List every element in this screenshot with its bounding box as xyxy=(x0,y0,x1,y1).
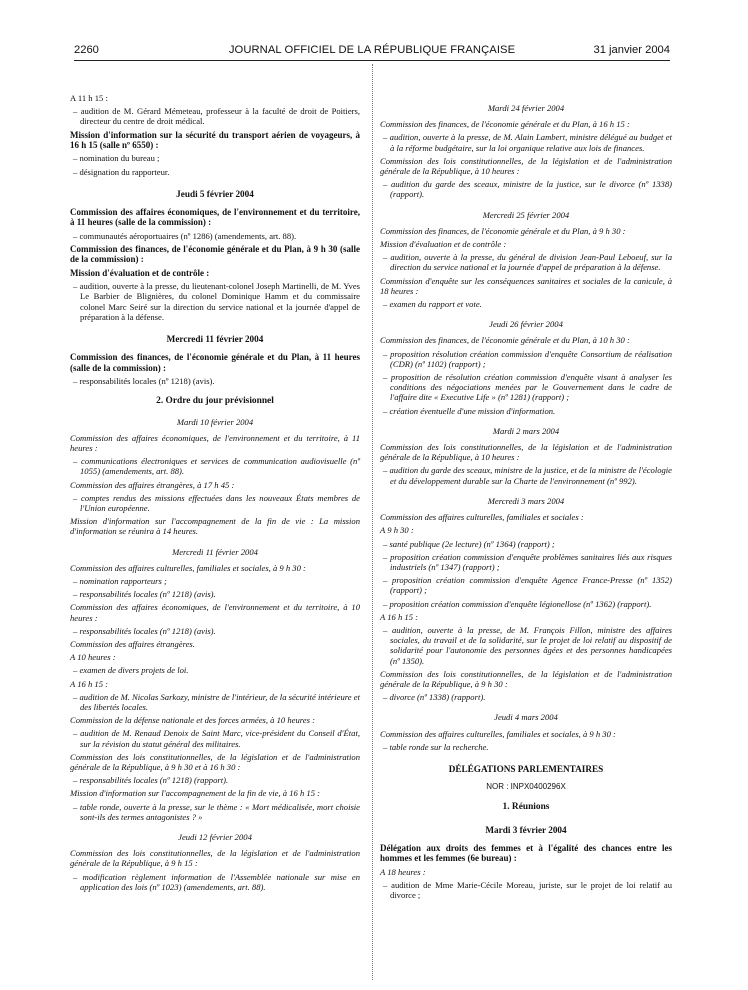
paragraph: – modification règlement information de l'Assemblée nationale sur mise en application des lois (nº 1023) (amendements, art. 88). xyxy=(73,871,360,892)
paragraph: Commission des lois constitutionnelles, de la législation et de l'administration générale de la République, à 10 heures : xyxy=(380,155,672,177)
paragraph: Commission d'enquête sur les conséquences sanitaires et sociales de la canicule, à 18 heures : xyxy=(380,275,672,296)
paragraph: – proposition de résolution création commission d'enquête visant à analyser les conditions des négociations menées par le Gouvernement dans le cadre de l'affaire dite « Executive Life » (nº 1281) (rapport) ; xyxy=(383,372,672,403)
paragraph: Commission des affaires culturelles, familiales et sociales, à 9 h 30 : xyxy=(70,562,306,573)
paragraph: – proposition résolution création commission d'enquête Consortium de réalisation (CDR) (nº 1102) (rapport) ; xyxy=(383,348,672,369)
paragraph: 2. Ordre du jour prévisionnel xyxy=(156,396,274,407)
paragraph: Mercredi 25 février 2004 xyxy=(482,209,570,220)
paragraph: – audition, ouverte à la presse, de M. François Fillon, ministre des affaires sociales, du travail et de la solidarité, sur le projet de loi relatif au dispositif de solidarité pour l'autonomie des personnes âgées et des personnes handicapées (nº 1350). xyxy=(383,624,672,666)
paragraph: – nomination du bureau ; xyxy=(73,153,160,164)
paragraph: – proposition création commission d'enquête légionellose (nº 1362) (rapport). xyxy=(383,598,652,609)
paragraph: Commission des affaires étrangères, à 17 h 45 : xyxy=(70,479,235,490)
paragraph: Mardi 2 mars 2004 xyxy=(492,425,560,436)
right-column xyxy=(380,93,672,903)
paragraph: Jeudi 4 mars 2004 xyxy=(494,712,558,723)
paragraph: Commission des lois constitutionnelles, de la législation et de l'administration générale de la République, à 9 h 15 : xyxy=(70,848,360,869)
paragraph: Commission des finances, de l'économie générale et du Plan, à 11 heures (salle de la commission) : xyxy=(70,352,360,373)
paragraph: – nomination rapporteurs ; xyxy=(73,575,167,586)
paragraph: – audition du garde des sceaux, ministre de la justice, et de la ministre de l'écologie et du développement durable sur la Charte de l'environnement (nº 992). xyxy=(383,465,672,486)
paragraph: Mercredi 11 février 2004 xyxy=(166,334,264,345)
issue-date: 31 janvier 2004 xyxy=(593,44,670,56)
paragraph: 1. Réunions xyxy=(502,802,550,813)
paragraph: – responsabilités locales (nº 1218) (rapport). xyxy=(73,775,229,786)
paragraph: – comptes rendus des missions effectuées dans les nouveaux États membres de l'Union européenne. xyxy=(73,492,360,513)
paragraph: Mercredi 11 février 2004 xyxy=(172,546,258,557)
paragraph: Jeudi 26 février 2004 xyxy=(489,319,563,330)
paragraph: – proposition création commission d'enquête problèmes sanitaires liés aux risques industriels (nº 1347) (rapport) ; xyxy=(383,551,672,572)
paragraph: A 9 h 30 : xyxy=(380,525,414,536)
paragraph: – communautés aéroportuaires (nº 1286) (amendements, art. 88). xyxy=(73,230,297,241)
paragraph: – responsabilités locales (nº 1218) (avis). xyxy=(73,589,216,600)
paragraph: – audition, ouverte à la presse, du général de division Jean-Paul Leboeuf, sur la direction du service national et la journée d'appel de préparation à la défense. xyxy=(383,252,672,273)
paragraph: Commission des affaires culturelles, familiales et sociales : xyxy=(380,512,584,523)
paragraph: – responsabilités locales (nº 1218) (avis). xyxy=(73,376,215,387)
journal-title: JOURNAL OFFICIEL DE LA RÉPUBLIQUE FRANÇAISE xyxy=(228,44,516,56)
paragraph: – audition du garde des sceaux, ministre de la justice, sur le divorce (nº 1338) (rapport). xyxy=(383,179,672,200)
paragraph: Mission d'information sur l'accompagnement de la fin de vie, à 16 h 15 : xyxy=(70,788,320,799)
column-divider xyxy=(372,64,373,980)
paragraph: Mardi 3 février 2004 xyxy=(485,824,567,835)
paragraph: Commission des affaires étrangères. xyxy=(70,638,195,649)
paragraph: Mission d'évaluation et de contrôle : xyxy=(70,267,210,278)
paragraph: Commission des affaires économiques, de l'environnement et du territoire, à 11 heures : xyxy=(70,432,360,453)
paragraph: Mardi 10 février 2004 xyxy=(176,416,254,427)
paragraph: Commission des affaires culturelles, familiales et sociales, à 9 h 30 : xyxy=(380,728,616,739)
paragraph: Commission des lois constitutionnelles, de la législation et de l'administration générale de la République, à 9 h 30 : xyxy=(380,668,672,689)
paragraph: – audition de M. Gérard Mémeteau, professeur à la faculté de droit de Poitiers, directeur du centre de droit médical. xyxy=(73,106,360,127)
paragraph: – audition de M. Nicolas Sarkozy, ministre de l'intérieur, de la sécurité intérieure et des libertés locales. xyxy=(73,691,360,712)
paragraph: A 16 h 15 : xyxy=(70,678,109,689)
paragraph: – divorce (nº 1338) (rapport). xyxy=(383,692,486,703)
paragraph: Commission de la défense nationale et des forces armées, à 10 heures : xyxy=(70,715,315,726)
paragraph: Commission des lois constitutionnelles, de la législation et de l'administration générale de la République, à 9 h 30 et à 16 h 30 : xyxy=(70,751,360,772)
paragraph: Mardi 24 février 2004 xyxy=(487,103,565,113)
paragraph: A 16 h 15 : xyxy=(380,611,419,622)
paragraph: A 10 heures : xyxy=(70,652,116,663)
paragraph: NOR : INPX0400296X xyxy=(486,782,566,792)
paragraph: – examen de divers projets de loi. xyxy=(73,665,189,676)
left-column xyxy=(70,93,360,895)
paragraph: Commission des finances, de l'économie générale et du Plan, à 16 h 15 : xyxy=(380,119,630,130)
paragraph: – audition de Mme Marie-Cécile Moreau, juriste, sur le projet de loi relatif au divorce ; xyxy=(383,879,672,900)
paragraph: – table ronde sur la recherche. xyxy=(383,741,489,752)
paragraph: Commission des affaires économiques, de l'environnement et du territoire, à 11 heures (salle de la commission) : xyxy=(70,207,360,228)
paragraph: Mission d'évaluation et de contrôle : xyxy=(380,239,507,250)
paragraph: Commission des finances, de l'économie générale et du Plan, à 10 h 30 : xyxy=(380,335,630,346)
paragraph: – audition de M. Renaud Denoix de Saint Marc, vice-président du Conseil d'État, sur la révision du statut général des militaires. xyxy=(73,728,360,749)
paragraph: A 18 heures : xyxy=(380,866,426,877)
paragraph: Commission des affaires économiques, de l'environnement et du territoire, à 10 heures : xyxy=(70,602,360,623)
paragraph: – communications électroniques et services de communication audiovisuelle (nº 1055) (amendements, art. 88). xyxy=(73,456,360,477)
paragraph: Jeudi 12 février 2004 xyxy=(178,832,252,842)
paragraph: – responsabilités locales (nº 1218) (avis). xyxy=(73,625,216,636)
paragraph: – désignation du rapporteur. xyxy=(73,166,170,177)
paragraph: – proposition création commission d'enquête Agence France-Presse (nº 1352) (rapport) ; xyxy=(383,575,672,596)
header-rule xyxy=(74,60,670,61)
paragraph: Mission d'information sur l'accompagnement de la fin de vie : La mission d'information se réunira à 14 heures. xyxy=(70,516,360,537)
paragraph: – examen du rapport et vote. xyxy=(383,299,482,310)
paragraph: Délégation aux droits des femmes et à l'égalité des chances entre les hommes et les femmes (6e bureau) : xyxy=(380,842,672,864)
page-number: 2260 xyxy=(74,44,99,56)
paragraph: Mission d'information sur la sécurité du transport aérien de voyageurs, à 16 h 15 (salle nº 6550) : xyxy=(70,129,360,151)
paragraph: – création éventuelle d'une mission d'information. xyxy=(383,405,556,416)
paragraph: Commission des finances, de l'économie générale et du Plan, à 9 h 30 : xyxy=(380,225,626,236)
paragraph: DÉLÉGATIONS PARLEMENTAIRES xyxy=(448,763,604,774)
paragraph: – audition, ouverte à la presse, du lieutenant-colonel Joseph Martinelli, de M. Yves Le Barbier de Blignières, du colonel Dominique Hamm et du commissaire colonel Marc Seiré sur la direction du service national et la journée d'appel de préparation à la défense. xyxy=(73,281,360,322)
paragraph: A 11 h 15 : xyxy=(70,93,108,103)
paragraph: – audition, ouverte à la presse, de M. Alain Lambert, ministre délégué au budget et à la réforme budgétaire, sur la loi organique relative aux lois de finances. xyxy=(383,132,672,153)
paragraph: Mercredi 3 mars 2004 xyxy=(487,495,565,506)
paragraph: Commission des finances, de l'économie générale et du Plan, à 9 h 30 (salle de la commission) : xyxy=(70,244,360,265)
paragraph: – santé publique (2e lecture) (nº 1364) (rapport) ; xyxy=(383,538,555,549)
paragraph: Jeudi 5 février 2004 xyxy=(176,188,254,199)
paragraph: Commission des lois constitutionnelles, de la législation et de l'administration générale de la République, à 10 heures : xyxy=(380,442,672,463)
paragraph: – table ronde, ouverte à la presse, sur le thème : « Mort médicalisée, mort choisie sont-ils des termes antagonistes ? » xyxy=(73,801,360,822)
